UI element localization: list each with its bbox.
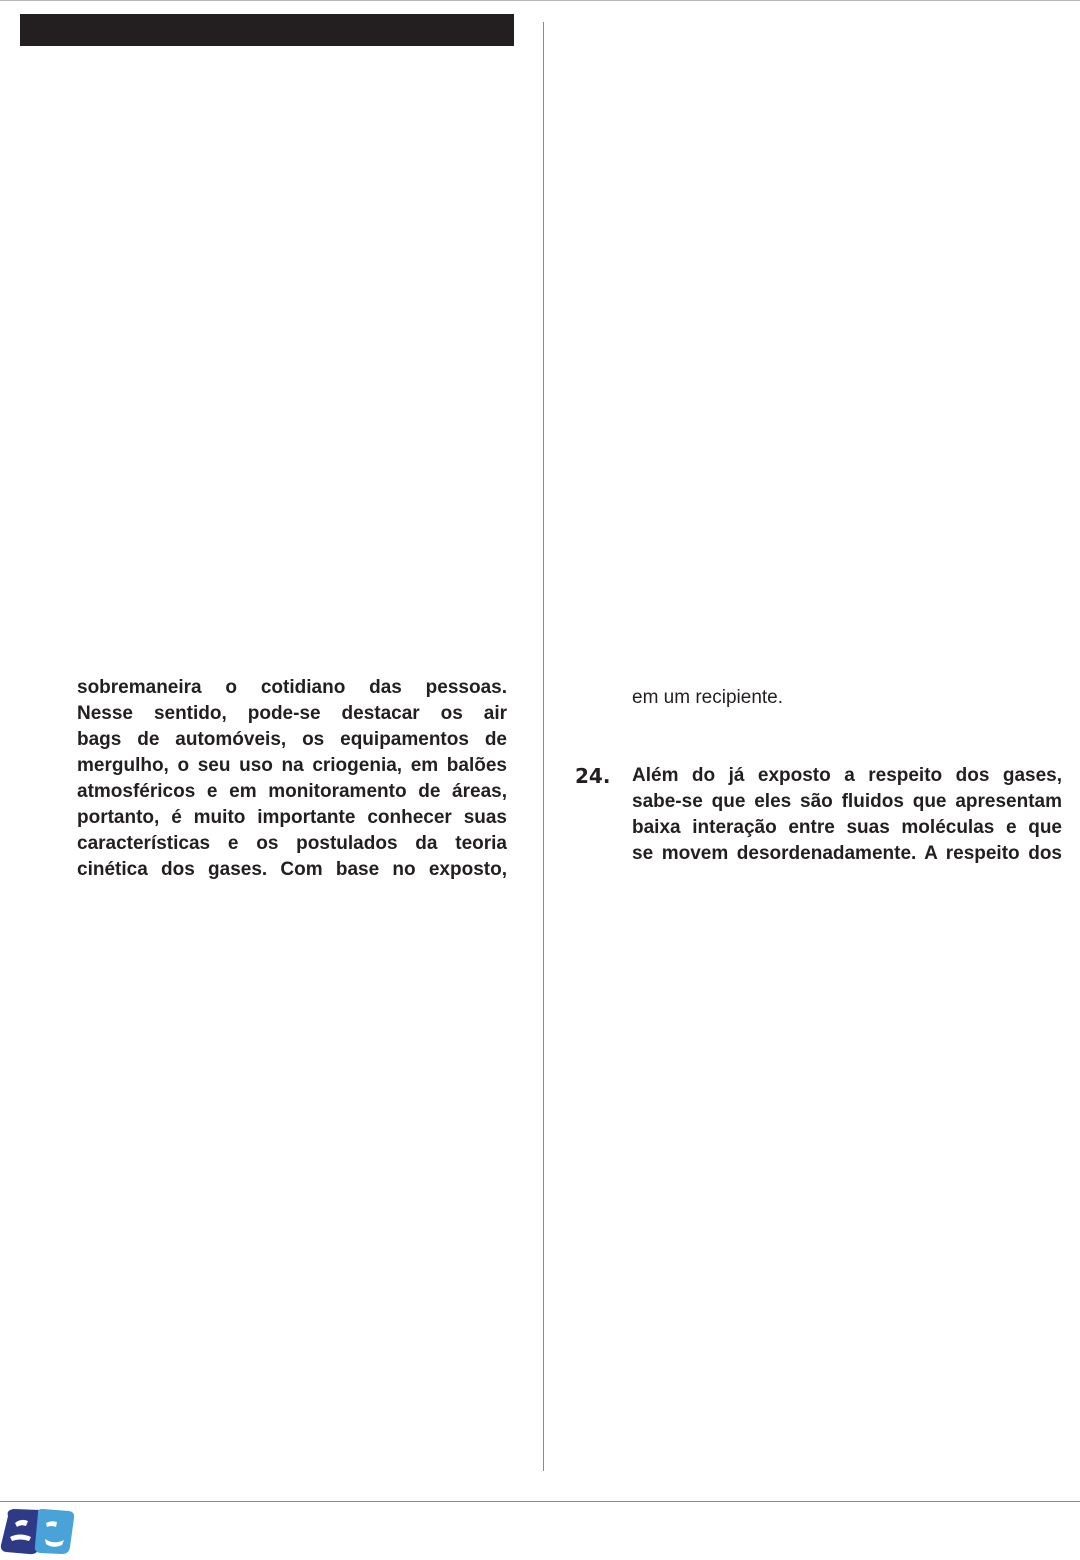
top-rule <box>0 0 1080 1</box>
paragraph-line: sobremaneira o cotidiano das pessoas. <box>77 677 507 698</box>
publisher-logo-icon <box>0 1506 76 1556</box>
footer-rule <box>0 1501 1080 1502</box>
question-number: 24. <box>575 764 611 788</box>
paragraph-line: atmosféricos e em monitoramento de áreas, <box>77 781 507 802</box>
question-24-text <box>632 763 1062 867</box>
paragraph-line: cinética dos gases. Com base no exposto, <box>77 859 507 880</box>
left-column-paragraph <box>77 675 507 883</box>
question-line: Além do já exposto a respeito dos gases, <box>632 765 1062 786</box>
paragraph-line: bags de automóveis, os equipamentos de <box>77 729 507 750</box>
question-line: se movem desordenadamente. A respeito dos <box>632 843 1062 864</box>
paragraph-line: características e os postulados da teoria <box>77 833 507 854</box>
question-line: sabe-se que eles são fluidos que apresentam <box>632 791 1062 812</box>
question-line: baixa interação entre suas moléculas e que <box>632 817 1062 838</box>
header-bar <box>20 14 514 46</box>
column-divider <box>543 22 544 1471</box>
paragraph-line: portanto, é muito importante conhecer suas <box>77 807 507 828</box>
paragraph-line: mergulho, o seu uso na criogenia, em balões <box>77 755 507 776</box>
paragraph-line: Nesse sentido, pode-se destacar os air <box>77 703 507 724</box>
previous-question-fragment: em um recipiente. <box>632 687 784 708</box>
